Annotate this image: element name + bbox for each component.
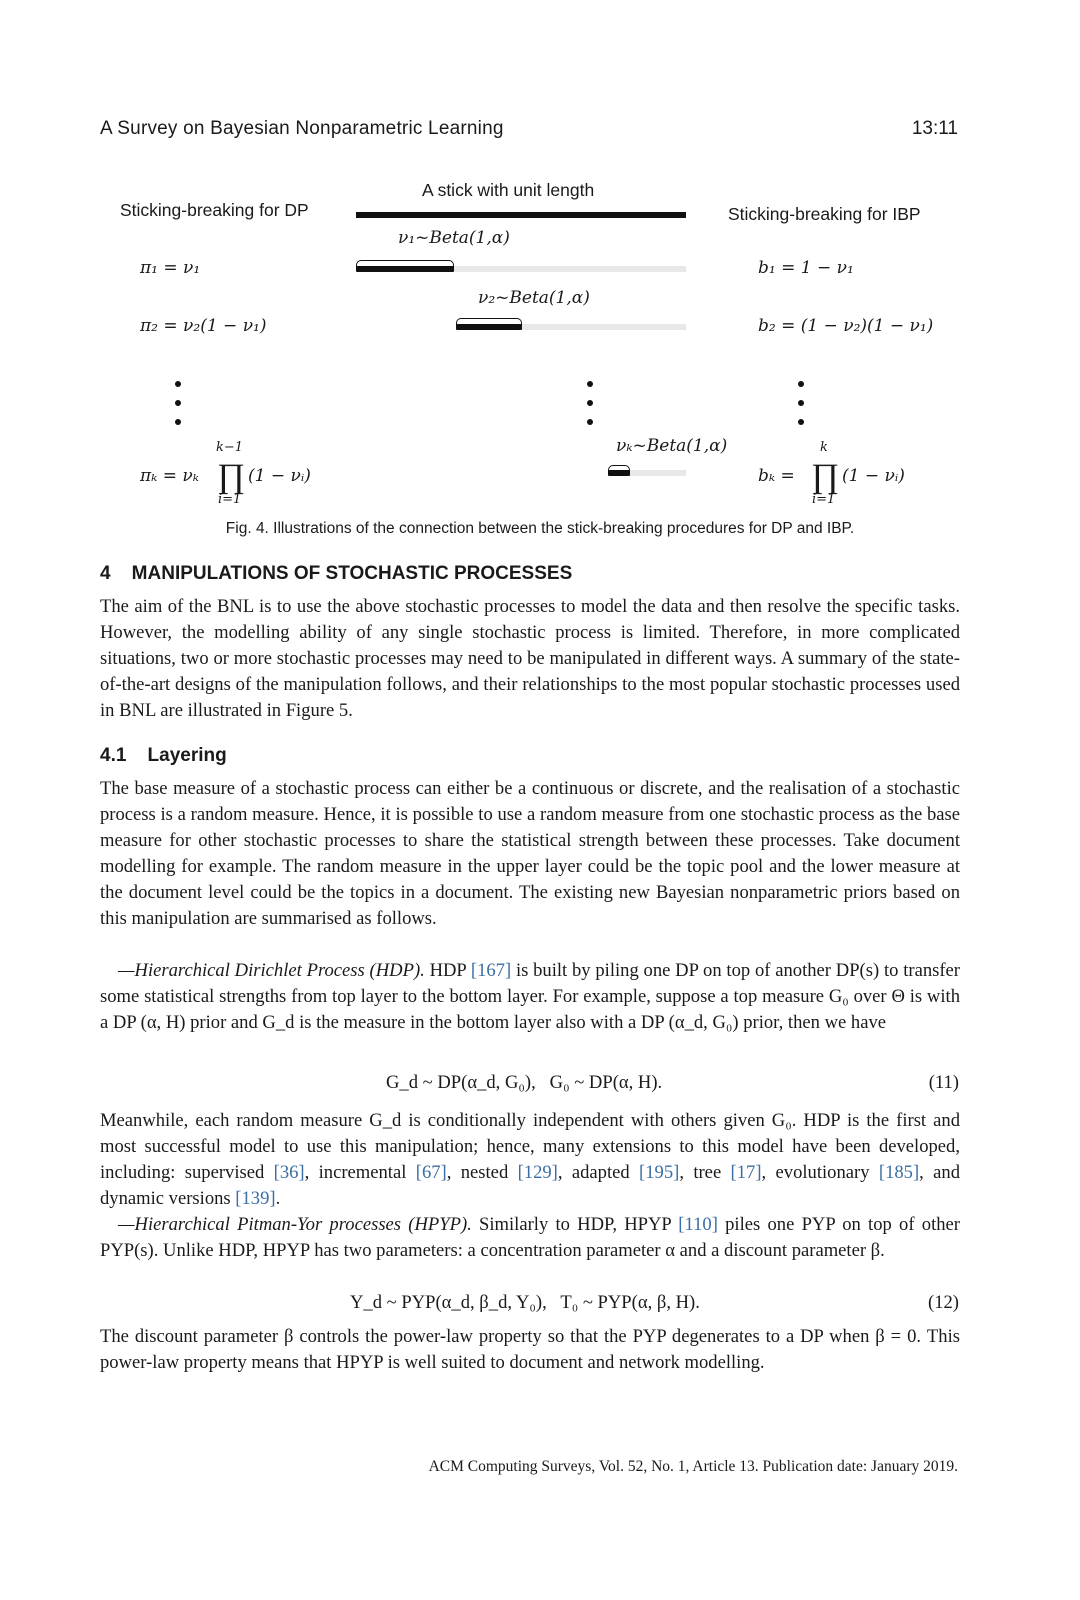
dp-prod-top: k−1 [216, 440, 244, 455]
citation-link[interactable]: [195] [639, 1162, 680, 1183]
section-heading: 4 MANIPULATIONS OF STOCHASTIC PROCESSES [100, 563, 573, 584]
figure-4 [0, 0, 1080, 520]
dp-title: Sticking-breaking for DP [120, 200, 309, 220]
ibp-eq-k-rhs: (1 − νᵢ) [842, 466, 905, 486]
ibp-title: Sticking-breaking for IBP [728, 204, 921, 224]
ellipsis-dot [798, 381, 804, 387]
equation-11: G_d ~ DP(α_d, G₀), G₀ ~ DP(α, H). [386, 1072, 663, 1093]
beta-label-k: νₖ~Beta(1,α) [616, 436, 728, 456]
citation-link[interactable]: [36] [273, 1162, 305, 1183]
dp-eq-2: π₂ = ν₂(1 − ν₁) [140, 316, 267, 336]
citation-link[interactable]: [17] [730, 1162, 762, 1183]
dp-eq-1: π₁ = ν₁ [140, 258, 201, 278]
unit-stick [356, 212, 686, 218]
citation-link[interactable]: [167] [470, 960, 512, 981]
equation-number: (12) [928, 1292, 959, 1313]
subsection-heading: 4.1 Layering [100, 745, 227, 766]
page-footer: ACM Computing Surveys, Vol. 52, No. 1, Article 13. Publication date: January 2019. [428, 1458, 958, 1475]
citation-link[interactable]: [67] [415, 1162, 447, 1183]
hdp-paragraph: —Hierarchical Dirichlet Process (HDP). HDP [167] is built by piling one DP on top of another DP(s) to transfer some statistical strengths from top layer to the bottom layer. For example, suppose a top measure G₀ over Θ is with a DP (α, H) prior and G_d is the measure in the bottom layer also with a DP (α_d, G₀) prior, then we have [100, 960, 960, 1033]
ellipsis-dot [587, 381, 593, 387]
ellipsis-dot [175, 419, 181, 425]
ellipsis-dot [587, 419, 593, 425]
hpyp-paragraph: —Hierarchical Pitman-Yor processes (HPYP). Similarly to HDP, HPYP [110] piles one PYP on top of other PYP(s). Unlike HDP, HPYP has two parameters: a concentration parameter α and a discount parameter β. [100, 1214, 960, 1261]
ibp-prod-top: k [820, 440, 828, 455]
figure-caption: Fig. 4. Illustrations of the connection between the stick-breaking procedures for DP and IBP. [225, 520, 855, 537]
ellipsis-dot [587, 400, 593, 406]
ellipsis-dot [798, 400, 804, 406]
discount-paragraph: The discount parameter β controls the power-law property so that the PYP degenerates to a DP when β = 0. This power-law property means that HPYP is well suited to document and network modelling. [100, 1326, 960, 1373]
layering-paragraph: The base measure of a stochastic process can either be a continuous or discrete, and the realisation of a stochastic process is a random measure. Hence, it is possible to use a random measure from one stochastic process as the base measure for other stochastic processes to share the statistical strength between these processes. Take document modelling for example. The random measure in the upper layer could be the topic pool and the lower measure at the document level could be the topics in a document. The existing new Bayesian nonparametric priors based on this manipulation are summarised as follows. [100, 778, 960, 929]
dp-prod-bottom: i=1 [218, 492, 242, 507]
citation-link[interactable]: [185] [878, 1162, 920, 1183]
hpyp-term: —Hierarchical Pitman-Yor processes (HPYP). [118, 1214, 472, 1235]
broken-piece-2 [456, 324, 522, 330]
remaining-stick-2 [522, 324, 686, 330]
hdp-extensions-paragraph: Meanwhile, each random measure G_d is conditionally independent with others given G₀. HDP is the first and most successful model to use this manipulation; hence, many extensions to this model have been developed, including: supervised [36], incremental [67], nested [129], adapted [195], tree [17], evolutionary [185], and dynamic versions [139]. [100, 1110, 961, 1209]
ibp-eq-1: b₁ = 1 − ν₁ [758, 258, 854, 278]
ibp-prod-bottom: i=1 [812, 492, 836, 507]
broken-piece-1 [356, 266, 454, 272]
product-symbol-icon: ∏ [217, 458, 245, 495]
broken-piece-k [608, 470, 630, 476]
page-number: 13:11 [911, 118, 958, 139]
ellipsis-dot [175, 400, 181, 406]
beta-label-2: ν₂~Beta(1,α) [478, 288, 590, 308]
ibp-eq-2: b₂ = (1 − ν₂)(1 − ν₁) [758, 316, 934, 336]
remaining-stick-k [630, 470, 686, 476]
section-4-paragraph: The aim of the BNL is to use the above stochastic processes to model the data and then resolve the specific tasks. However, the modelling ability of any single stochastic process is limited. Therefore, in more complicated situations, two or more stochastic processes may need to be manipulated in different ways. A summary of the state-of-the-art designs of the manipulation follows, and their relationships to the most popular stochastic processes used in BNL are illustrated in Figure 5. [100, 596, 960, 721]
citation-link[interactable]: [110] [678, 1214, 718, 1235]
running-header-title: A Survey on Bayesian Nonparametric Learning [100, 118, 504, 139]
ellipsis-dot [175, 381, 181, 387]
ibp-eq-k-lhs: bₖ = [758, 466, 795, 486]
hdp-term: —Hierarchical Dirichlet Process (HDP). [118, 960, 425, 981]
equation-number: (11) [928, 1072, 959, 1093]
equation-12: Y_d ~ PYP(α_d, β_d, Y₀), T₀ ~ PYP(α, β, H). [350, 1292, 700, 1313]
dp-eq-k-rhs: (1 − νᵢ) [248, 466, 311, 486]
citation-link[interactable]: [139] [235, 1188, 276, 1209]
stick-title: A stick with unit length [422, 180, 595, 200]
citation-link[interactable]: [129] [517, 1162, 558, 1183]
remaining-stick-1 [454, 266, 686, 272]
dp-eq-k-lhs: πₖ = νₖ [140, 466, 199, 486]
product-symbol-icon: ∏ [811, 458, 839, 495]
beta-label-1: ν₁~Beta(1,α) [398, 228, 510, 248]
ellipsis-dot [798, 419, 804, 425]
